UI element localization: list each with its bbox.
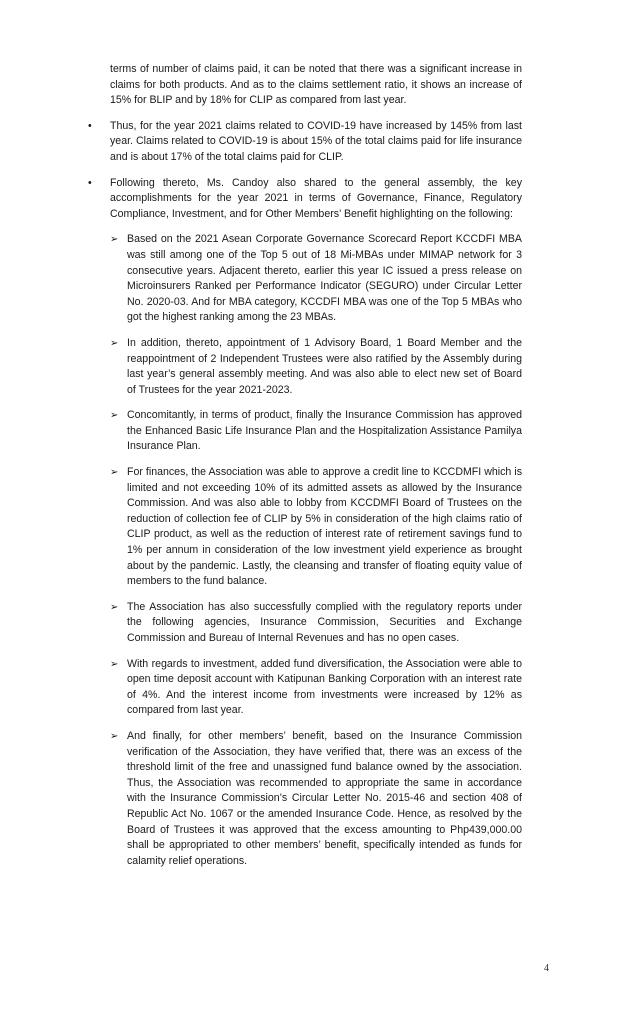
arrow-bullet-icon: ➢ [110,410,119,422]
list-item-product-approval [110,408,522,455]
arrow-bullet-icon: ➢ [110,337,119,349]
bullet-item-covid-claims [85,119,522,166]
list-item-investment [110,657,522,719]
list-item-text: With regards to investment, added fund diversification, the Association were able to open time deposit account with Katipunan Banking Corporation with an interest rate of 4%. And the interest income from investments were increased by 12% as compared from last year. [127,657,522,717]
list-item-finances [110,465,522,590]
bullet-item-accomplishments [85,176,522,870]
list-item-text: In addition, thereto, appointment of 1 Advisory Board, 1 Board Member and the reappointment of 2 Independent Trustees were also ratified by the Assembly during last year’s general assembly meeting. And was also able to elect new set of Board of Trustees for the year 2021-2023. [127,336,522,396]
list-item-text: Concomitantly, in terms of product, finally the Insurance Commission has approved the Enhanced Basic Life Insurance Plan and the Hospitalization Assistance Pamilya Insurance Plan. [127,409,522,453]
list-item-members-benefit [110,729,522,869]
list-item-governance-scorecard [110,232,522,326]
bullet-text: Thus, for the year 2021 claims related to COVID-19 have increased by 145% from last year. Claims related to COVID-19 is about 15% of the total claims paid for life insurance and is about 17% of the total claims paid for CLIP. [110,119,522,163]
list-item-text: The Association has also successfully complied with the regulatory reports under the following agencies, Insurance Commission, Securities and Exchange Commission and Bureau of Internal Revenues and has no open cases. [127,600,522,644]
arrow-bullet-icon: ➢ [110,234,119,246]
bullet-text: Following thereto, Ms. Candoy also shared to the general assembly, the key accomplishments for the year 2021 in terms of Governance, Finance, Regulatory Compliance, Investment, and for Other Members’ Benefit highlighting on the following: [110,176,522,220]
list-item-regulatory-compliance [110,600,522,647]
arrow-bullet-icon: ➢ [110,658,119,670]
bullet-marker: • [88,176,92,189]
arrow-bullet-icon: ➢ [110,467,119,479]
arrow-bullet-icon: ➢ [110,730,119,742]
continuation-paragraph: terms of number of claims paid, it can be noted that there was a significant increase in claims for both products. And as to the claims settlement ratio, it shows an increase of 15% for BLIP and by 18% for CLIP as compared from last year. [110,63,522,107]
list-item-text: Based on the 2021 Asean Corporate Governance Scorecard Report KCCDFI MBA was still among one of the Top 5 out of 18 Mi-MBAs under MIMAP network for 3 consecutive years. Adjacent thereto, earlier this year IC issued a press release on Microinsurers Ranked per Performance Indicator (SEGURO) under Circular Letter No. 2020-03. And for MBA category, KCCDFI MBA was one of the Top 5 MBAs who got the highest ranking among the 23 MBAs. [127,233,522,324]
accomplishments-list [110,232,522,869]
page-content [88,62,522,879]
bullet-marker: • [88,119,92,132]
page-number: 4 [544,963,549,974]
arrow-bullet-icon: ➢ [110,601,119,613]
list-item-text: And finally, for other members’ benefit, based on the Insurance Commission verification of the Association, they have verified that, there was an excess of the threshold limit of the free and unassigned fund balance owned by the association. Thus, the Association was recommended to appropriate the same in accordance with the Insurance Commission’s Circular Letter No. 2015-46 and section 408 of Republic Act No. 1067 or the amended Insurance Code. Hence, as resolved by the Board of Trustees it was approved that the excess amounting to Php439,000.00 shall be appropriated to other members’ benefit, specifically intended as funds for calamity relief operations. [127,729,522,867]
list-item-text: For finances, the Association was able to approve a credit line to KCCDMFI which is limited and not exceeding 10% of its admitted assets as allowed by the Insurance Commission. And was also able to lobby from KCCDMFI Board of Trustees on the reduction of collection fee of CLIP by 5% in consideration of the high claims ratio of CLIP product, as well as the reduction of interest rate of retirement savings fund to 1% per annum in consideration of the low investment yield experience as brought about by the pandemic. Lastly, the cleansing and transfer of floating equity value of members to the fund balance. [127,466,522,588]
list-item-board-appointments [110,336,522,398]
